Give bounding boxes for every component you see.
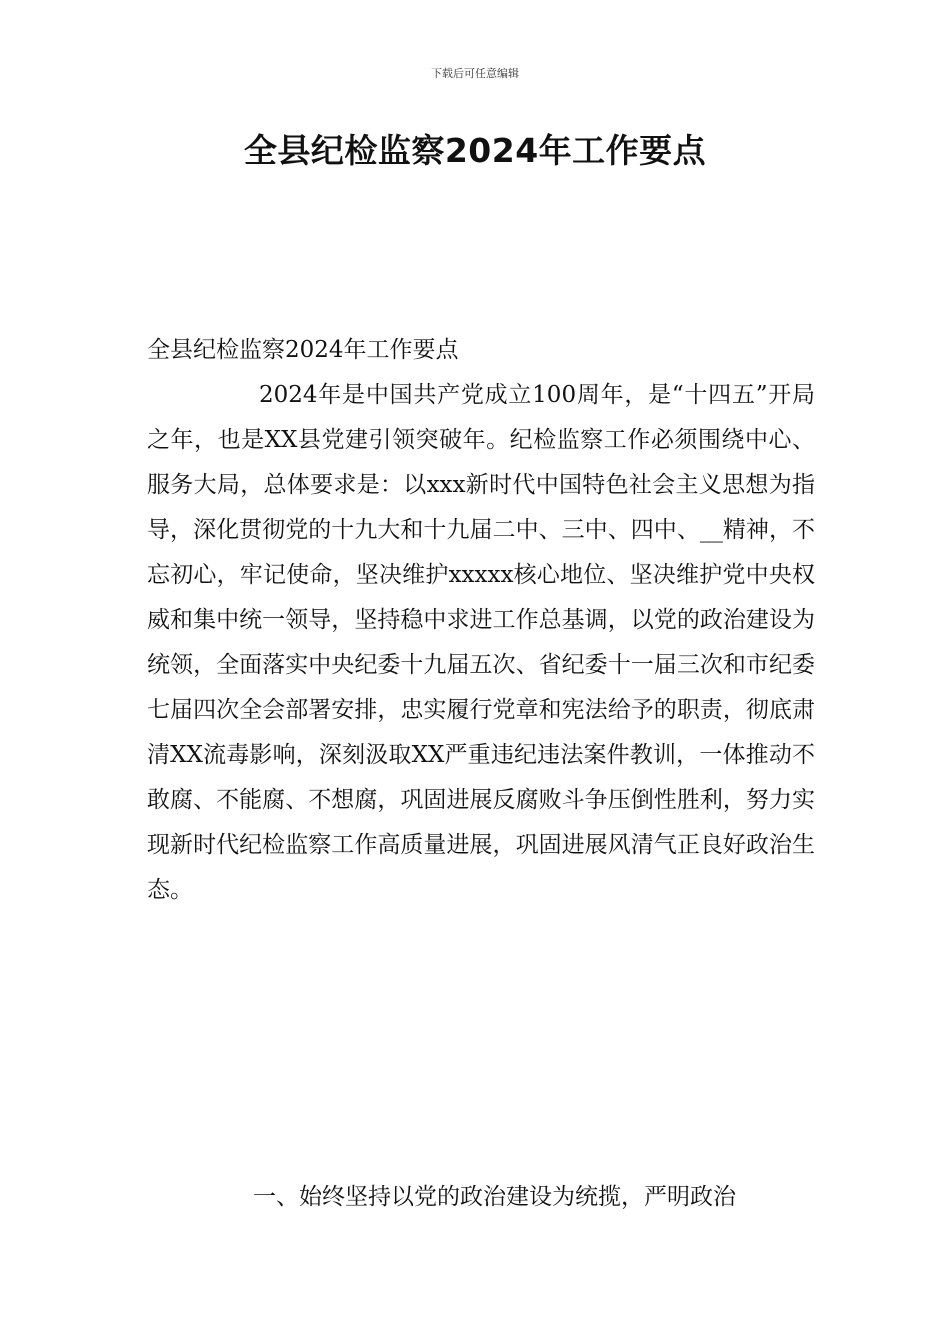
document-title: 全县纪检监察2024年工作要点 (243, 131, 707, 170)
section-heading-1: 一、始终坚持以党的政治建设为统揽，严明政治 (253, 1184, 736, 1210)
intro-paragraph: 2024年是中国共产党成立100周年，是“十四五”开局之年，也是XX县党建引领突破年。纪检监察工作必须围绕中心、服务大局，总体要求是：以xxx新时代中国特色社会主义思想为指导，深化贯彻党的十九大和十九届二中、三中、四中、__精神，不忘初心，牢记使命，坚决维护xxxxx核心地位、坚决维护党中央权威和集中统一领导，坚持稳中求进工作总基调，以党的政治建设为统领，全面落实中央纪委十九届五次、省纪委十一届三次和市纪委七届四次全会部署安排，忠实履行党章和宪法给予的职责，彻底肃清XX流毒影响，深刻汲取XX严重违纪违法案件教训，一体推动不敢腐、不能腐、不想腐，巩固进展反腐败斗争压倒性胜利，努力实现新时代纪检监察工作高质量进展，巩固进展风清气正良好政治生态。 (147, 382, 815, 903)
page-header-note: 下载后可任意编辑 (431, 67, 519, 80)
document-subtitle: 全县纪检监察2024年工作要点 (147, 337, 459, 363)
